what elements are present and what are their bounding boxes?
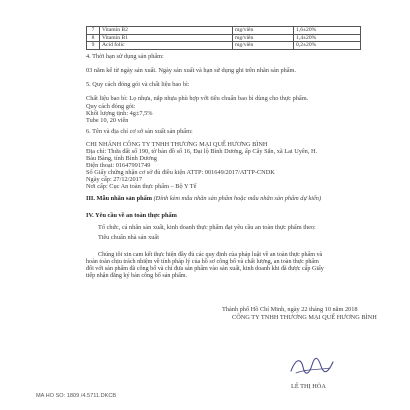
row-number: 9 <box>87 42 100 50</box>
table-row <box>87 34 361 42</box>
nutrient-value: 1,6±20% <box>294 27 361 35</box>
shelf-life-text: 03 năm kể từ ngày sản xuất. Ngày sản xuất và hạn sử dụng ghi trên nhãn sản phẩm. <box>86 67 297 74</box>
nutrient-name: Vitamin B2 <box>100 27 233 35</box>
commitment-line-3: đối với sản phẩm đã công bố và chỉ đưa sản phẩm vào sản xuất, kinh doanh khi đã được cấp Giấy <box>86 266 324 272</box>
section-iv-heading: IV. Yêu cầu về an toàn thực phẩm <box>86 212 177 219</box>
section-4-heading: 4. Thời hạn sử dụng sản phẩm: <box>86 53 164 60</box>
nutrient-value: 0,2±20% <box>294 42 361 50</box>
safety-standard: Tiêu chuẩn nhà sản xuất <box>98 234 159 241</box>
section-iii-heading: III. Mẫu nhãn sản phẩm <box>86 195 152 202</box>
place-and-date: Thành phố Hồ Chí Minh, ngày 22 tháng 10 năm 2018 <box>222 306 358 313</box>
signer-name: LÊ THỊ HÒA <box>291 383 326 390</box>
manufacturer-address-line-2: Bàu Bàng, tỉnh Bình Dương <box>86 155 157 162</box>
row-number: 8 <box>87 34 100 42</box>
manufacturer-phone: Điện thoại: 01647991749 <box>86 162 151 169</box>
manufacturer-address-line-1: Địa chỉ: Thửa đất số 190, tờ bản đồ số 16, Đại lộ Bình Dương, ấp Cây Sắn, xã Lai Uyên, H. <box>86 148 318 155</box>
tube-size: Tube 10, 20 viên <box>86 117 129 124</box>
table-row <box>87 42 361 50</box>
nutrient-unit: mg/viên <box>233 34 294 42</box>
commitment-line-2: hoàn toàn chịu trách nhiệm về tính pháp lý của hồ sơ công bố và chất lượng, an toàn thực phẩm <box>86 259 319 265</box>
row-number: 7 <box>87 27 100 35</box>
food-safety-certificate: Số Giấy chứng nhận cơ sở đủ điều kiện ATTP: 001649/2017/ATTP-CNDK <box>86 169 275 176</box>
commitment-line-1: Chúng tôi xin cam kết thực hiện đầy đủ các quy định của pháp luật về an toàn thực phẩm và <box>98 252 323 258</box>
nutrient-name: Vitamin B1 <box>100 34 233 42</box>
signing-company: CÔNG TY TNHH THƯƠNG MẠI QUẾ HƯƠNG BÌNH <box>232 314 377 321</box>
nutrient-unit: mg/viên <box>233 42 294 50</box>
certificate-date: Ngày cấp: 27/12/2017 <box>86 176 142 183</box>
section-iii-note: (Đính kèm mẫu nhãn sản phẩm hoặc mẫu nhãn sản phẩm dự kiến) <box>153 195 322 202</box>
section-6-heading: 6. Tên và địa chỉ cơ sở sản xuất sản phẩm: <box>86 128 193 135</box>
dossier-code: MA HO SO: 1809 /4.5711.DKCB <box>36 393 117 399</box>
handwritten-signature <box>288 354 336 378</box>
nutrient-unit: mg/viên <box>233 27 294 35</box>
section-iii <box>86 195 321 202</box>
commitment-line-4: tiếp nhận đăng ký bản công bố sản phẩm. <box>86 273 188 279</box>
nutrient-value: 1,4±20% <box>294 34 361 42</box>
nutrient-name: Acid folic <box>100 42 233 50</box>
packing-spec-label: Quy cách đóng gói: <box>86 103 136 110</box>
section-5-heading: 5. Quy cách đóng gói và chất liệu bao bì: <box>86 81 190 88</box>
safety-requirement-line: Tổ chức, cá nhân sản xuất, kinh doanh thực phẩm đạt yêu cầu an toàn thực phẩm theo: <box>98 224 316 231</box>
certificate-issuer: Nơi cấp: Cục An toàn thực phẩm – Bộ Y Tế <box>86 183 197 190</box>
net-weight: Khối lượng tịnh: 4g±7,5% <box>86 110 153 117</box>
nutrition-table <box>86 26 361 50</box>
packaging-material: Chất liệu bao bì: Lọ nhựa, nắp nhựa phù hợp với tiêu chuẩn bao bì dùng cho thực phẩm. <box>86 95 309 102</box>
manufacturer-company: CHI NHÁNH CÔNG TY TNHH THƯƠNG MẠI QUẾ HƯƠNG BÌNH <box>86 141 268 148</box>
table-row <box>87 27 361 35</box>
